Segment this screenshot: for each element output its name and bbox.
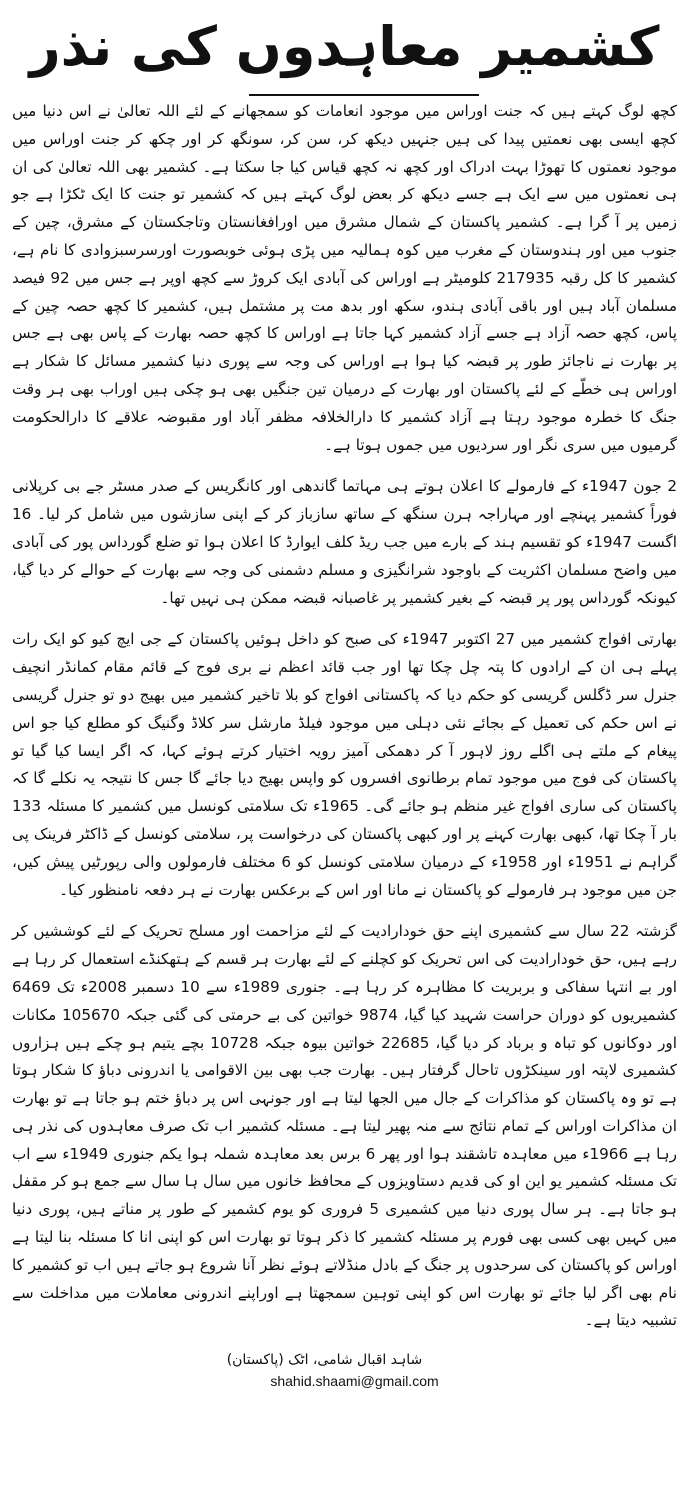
paragraph: بھارتی افواج کشمیر میں 27 اکتوبر 1947ء کی صبح کو داخل ہوئیں پاکستان کے جی ایچ کیو کو ایک رات پہلے ہی ان کے ارادوں کا پتہ چل چکا تھا اور جب قائد اعظم نے بری فوج کے قائم مقام کمانڈر انچیف جنرل سر ڈگلس گریسی کو حکم دیا کہ پاکستانی افواج کو بلا تاخیر کشمیر میں بھیج دو تو جنرل گریسی نے اس حکم کی تعمیل کے بجائے نئی دہلی میں موجود فیلڈ مارشل سر کلاڈ وگنیگ کو مطلع کیا جو اس پیغام کے ملتے ہی اگلے روز لاہور آ کر دھمکی آمیز رویہ اختیار کرتے ہوئے کہا، کہ اگر ایسا کیا گیا تو پاکستان کی فوج میں موجود تمام برطانوی افسروں کو واپس بھیج دیا جائے گا جس کا نتیجہ یہ نکلے گا کہ پاکستان کی ساری افواج غیر منظم ہو جائے گی۔ 1965ء تک سلامتی کونسل میں کشمیر کا مسئلہ 133 بار آ چکا تھا، کبھی بھارت کہنے پر اور کبھی پاکستان کی درخواست پر، سلامتی کونسل کے ڈاکٹر فرینک پی گراہم نے 1951ء اور 1958ء کے درمیان سلامتی کونسل کو 6 مختلف فارمولوں والی رپورٹیں پیش کیں، جن میں موجود ہر فارمولے کو پاکستان نے مانا اور اس کے برعکس بھارت نے ہر دفعہ نامنظور کیا۔ [12,630,678,899]
article-title: کشمیر معاہدوں کی نذر [29,15,660,78]
paragraph: کچھ لوگ کہتے ہیں کہ جنت اوراس میں موجود انعامات کو سمجھانے کے لئے اللہ تعالیٰ نے اس دنیا میں کچھ ایسی بھی نعمتیں پیدا کی ہیں جنہیں دیکھ کر، سن کر، سونگھ کر اور چکھ کر جنت اوراس میں موجود نعمتوں کا تھوڑا بہت ادراک اور کچھ نہ کچھ قیاس کیا جا سکتا ہے۔ کشمیر بھی اللہ تعالیٰ کی ان ہی نعمتوں میں سے ایک ہے جسے دیکھ کر بعض لوگ کہتے ہیں کہ کشمیر تو جنت کا ایک ٹکڑا ہے جو زمیں پر آ گرا ہے۔ کشمیر پاکستان کے شمال مشرق میں اورافغانستان وتاجکستان کے مشرق، چین کے جنوب میں اور ہندوستان کے مغرب میں کوہ ہمالیہ میں پڑی ہوئی خوبصورت اورسرسبزوادی کا نام ہے، کشمیر کا کل رقبہ 217935 کلومیٹر ہے اوراس کی آبادی ایک کروڑ سے کچھ اوپر ہے جس میں 92 فیصد مسلمان آباد ہیں اور باقی آبادی ہندو، سکھ اور بدھ مت پر مشتمل ہیں، کشمیر کا کچھ حصہ چین کے پاس، کچھ حصہ آزاد ہے جسے آزاد کشمیر کہا جاتا ہے اوراس کا کچھ حصہ بھارت کے پاس بھی ہے جس پر بھارت نے ناجائز طور پر قبضہ کیا ہوا ہے اوراس کی وجہ سے پوری دنیا کشمیر مسائل کا شکار ہے اوراس ہی خطّے کے لئے پاکستان اور بھارت کے درمیان تین جنگیں بھی ہو چکی ہیں اوراب بھی ہر وقت جنگ کا خطرہ موجود رہتا ہے آزاد کشمیر کا دارالخلافہ مظفر آباد اور مقبوضہ علاقے کا دارالحکومت گرمیوں میں سری نگر اور سردیوں میں جموں ہوتا ہے۔ [12,102,677,454]
paragraph: گزشتہ 22 سال سے کشمیری اپنے حق خودارادیت کے لئے مزاحمت اور مسلح تحریک کے لئے کوششیں کر رہے ہیں، حق خودارادیت کی اس تحریک کو کچلنے کے لئے بھارت ہر قسم کے ہتھکنڈے استعمال کر رہا ہے اور بے انتہا سفاکی و بربریت کا مظاہرہ کر رہا ہے۔ جنوری 1989ء سے 10 دسمبر 2008ء تک 6469 کشمیریوں کو دوران حراست شہید کیا گیا، 9874 خواتین کی بے حرمتی کی گئی جبکہ 105670 مکانات اور دوکانوں کو تباہ و برباد کر دیا گیا، 22685 خواتین بیوہ جبکہ 10728 بچے یتیم ہو چکے ہیں ہزاروں کشمیری لاپتہ اور سینکڑوں تاحال گرفتار ہیں۔ بھارت جب بھی بین الاقوامی یا اندرونی دباؤ کا شکار ہوتا ہے تو وہ پاکستان کو مذاکرات کے جال میں الجھا لیتا ہے اور جونہی اس پر دباؤ ختم ہو جاتا ہے تو بھارت ان مذاکرات اوراس کے تمام نتائج سے منہ پھیر لیتا ہے۔ مسئلہ کشمیر اب تک صرف معاہدوں کی نذر ہی رہا ہے 1966ء میں معاہدہ تاشقند ہوا اور پھر 6 برس بعد معاہدہ شملہ ہوا یکم جنوری 1949ء سے اب تک مسئلہ کشمیر یو این او کی قدیم دستاویزوں کے محافظ خانوں میں سال ہا سال سے جمع ہو کر مقفل ہو جاتا ہے۔ ہر سال پوری دنیا میں کشمیری 5 فروری کو یوم کشمیر کے طور پر مناتے ہیں، پوری دنیا میں کہیں بھی کسی بھی فورم پر مسئلہ کشمیر کا ذکر ہوتا تو بھارت اس کو اپنی انا کا مسئلہ بنا لیتا ہے اوراس کو پاکستان کی سرحدوں پر جنگ کے بادل منڈلاتے ہوئے نظر آنا شروع ہو جاتے ہیں اب تو کشمیر کا نام بھی اگر لیا جائے تو بھارت اس کو اپنی توہین سمجھتا ہے اوراپنے اندرونی معاملات میں مداخلت سے تشبیہ دیتا ہے۔ [12,922,678,1330]
paragraph: 2 جون 1947ء کے فارمولے کا اعلان ہوتے ہی مہاتما گاندھی اور کانگریس کے صدر مسٹر جے بی کرپلانی فوراً کشمیر پہنچے اور مہاراجہ ہرن سنگھ کے ساتھ سازباز کر کے اپنی سازشوں میں شامل کر لیا۔ 16 اگست 1947ء کو تقسیم ہند کے بارے میں جب ریڈ کلف ایوارڈ کا اعلان ہوا تو ضلع گورداس پور کی آبادی میں واضح مسلمان اکثریت کے باوجود شرانگیزی و مسلم دشمنی کی وجہ سے بھارت کے حوالے کر دیا گیا، کیونکہ گورداس پور پر قبضہ کے بغیر کشمیر پر غاصبانہ قبضہ ممکن ہی نہیں تھا۔ [12,477,678,607]
title-underline [249,94,479,96]
article-body [12,98,677,1335]
author-byline: شاہد اقبال شامی، اٹک (پاکستان) [226,1352,423,1369]
header [12,0,677,98]
author-email: shahid.shaami@gmail.com [270,1373,439,1390]
